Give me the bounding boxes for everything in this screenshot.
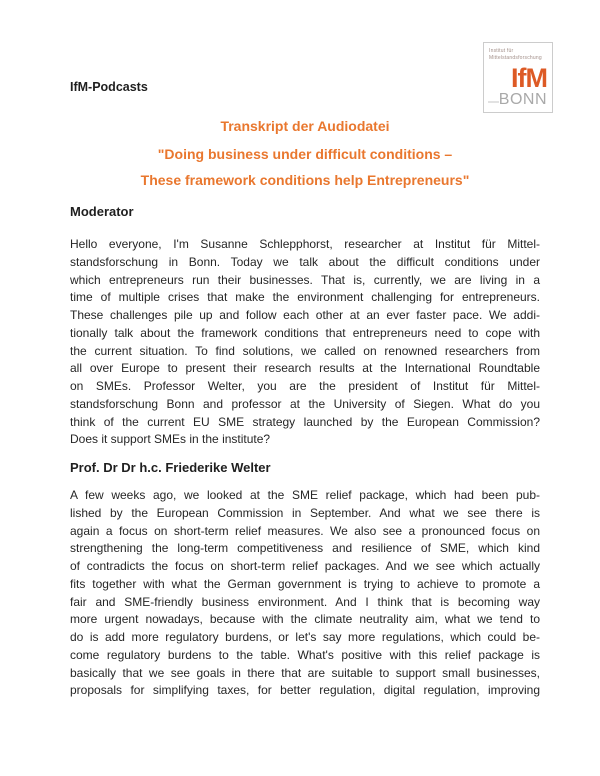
text-line: come regulatory burdens to the table. What's positive with this relief package is bbox=[70, 647, 540, 662]
logo-acronym: IfM bbox=[511, 63, 547, 93]
text-line: again a focus on short-term relief measures. We also see a pronounced focus on bbox=[70, 523, 540, 538]
text-line: think of the current EU SME strategy launched by the European Commission? bbox=[70, 414, 540, 429]
text-line: These challenges pile up and follow each other at an ever faster pace. We addi- bbox=[70, 308, 540, 322]
text-line: Hello everyone, I'm Susanne Schlepphorst, researcher at Institut für Mittel- bbox=[70, 237, 540, 251]
logo-institute-line2: Mittelstandsforschung bbox=[489, 54, 542, 61]
speaker-heading-moderator: Moderator bbox=[70, 204, 134, 219]
text-line: strengthening the long-term competitiveness and resilience of SME, which kind bbox=[70, 541, 540, 556]
text-line: lished by the European Commission in September. And what we see there is bbox=[70, 505, 540, 520]
speaker-heading-welter: Prof. Dr Dr h.c. Friederike Welter bbox=[70, 460, 271, 475]
text-line: on SMEs. Professor Welter, you are the president of Institut für Mittel- bbox=[70, 379, 540, 393]
text-line: which entrepreneurs run their businesses. That is, currently, we are living in a bbox=[70, 272, 540, 287]
document-subtitle-line1: "Doing business under difficult conditions – bbox=[157, 146, 453, 162]
text-line: fits together with what the German government is trying to achieve to promote a bbox=[70, 576, 540, 591]
text-line: A few weeks ago, we looked at the SME relief package, which had been pub- bbox=[70, 488, 540, 502]
text-line: Does it support SMEs in the institute? bbox=[70, 432, 271, 447]
text-line: fair and SME-friendly business environment. And I think that is becoming way bbox=[70, 594, 540, 609]
text-line: standsforschung Bonn and professor at the University of Siegen. What do you bbox=[70, 396, 540, 411]
text-line: basically that we see goals in there that are suitable to support small businesses, bbox=[70, 665, 540, 680]
text-line: all over Europe to present their research results at the International Roundtable bbox=[70, 361, 540, 376]
logo-city: BONN bbox=[498, 91, 547, 108]
text-line: more urgent nowadays, because with the climate neutrality aim, what we tend to bbox=[70, 612, 540, 627]
text-line: proposals for simplifying taxes, for better regulation, digital regulation, improving bbox=[70, 683, 540, 698]
text-line: of contradicts the focus on short-term relief packages. And we see which actually bbox=[70, 559, 540, 573]
document-title: Transkript der Audiodatei bbox=[220, 118, 390, 134]
moderator-paragraph bbox=[70, 236, 540, 449]
ifm-bonn-logo bbox=[483, 42, 553, 113]
logo-dots-mark bbox=[488, 101, 499, 103]
document-subtitle-line2: These framework conditions help Entrepreneurs" bbox=[140, 172, 470, 188]
logo-institute-name bbox=[489, 48, 542, 61]
text-line: standsforschung in Bonn. Today we talk about the difficult conditions under bbox=[70, 254, 540, 269]
welter-paragraph bbox=[70, 487, 540, 700]
text-line: tionally talk about the framework conditions that entrepreneurs need to cope with bbox=[70, 325, 540, 340]
logo-institute-line1: Institut für bbox=[489, 48, 514, 54]
text-line: do is add more regulatory burdens, or let's say more regulations, which could be- bbox=[70, 630, 540, 644]
text-line: the current situation. To find solutions, we called on renowned researchers from bbox=[70, 343, 540, 358]
document-series-label: IfM-Podcasts bbox=[70, 80, 148, 94]
text-line: time of multiple crises that make the environment challenging for entrepreneurs. bbox=[70, 290, 540, 305]
